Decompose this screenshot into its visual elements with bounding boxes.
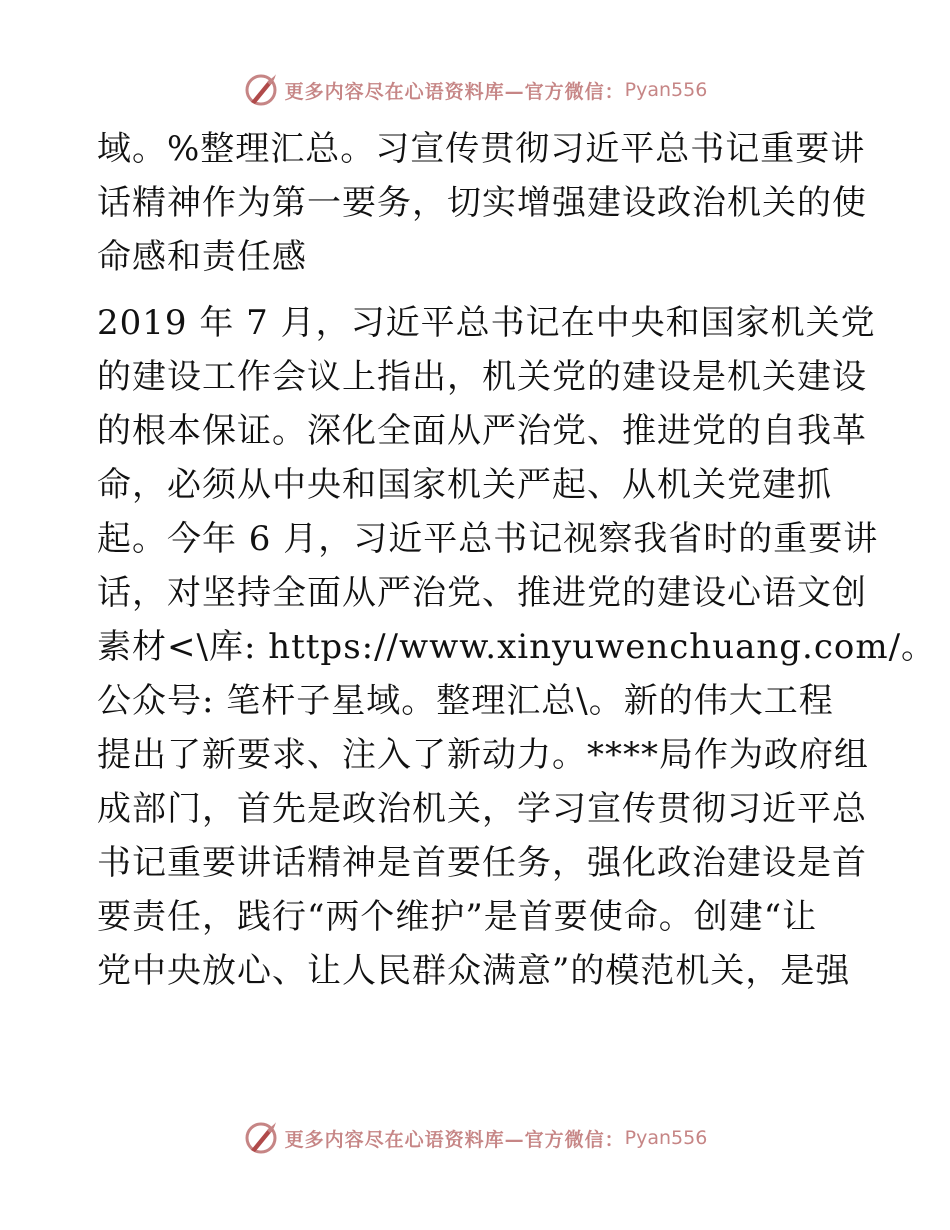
text-line: 话精神作为第一要务，切实增强建设政治机关的使 [97, 183, 867, 223]
text-line: 素材<\库: https://www.xinyuwenchuang.com/。 [97, 627, 937, 667]
header-banner-text: 更多内容尽在心语资料库—官方微信： [284, 80, 625, 103]
text-line: 公众号: 笔杆子星域。整理汇总\。新的伟大工程 [97, 681, 834, 721]
text-line: 话，对坚持全面从严治党、推进党的建设心语文创 [97, 573, 867, 613]
feather-pen-logo-icon [243, 72, 279, 108]
footer-banner-text: 更多内容尽在心语资料库—官方微信： [284, 1128, 625, 1151]
header-wechat-id: Pyan556 [624, 79, 708, 101]
text-line: 2019 年 7 月，习近平总书记在中央和国家机关党 [97, 303, 876, 343]
document-body [97, 122, 937, 998]
paragraph-1 [97, 122, 867, 284]
text-line: 的根本保证。深化全面从严治党、推进党的自我革 [97, 411, 867, 451]
footer-wechat-id: Pyan556 [624, 1127, 708, 1149]
feather-pen-logo-icon [243, 1120, 279, 1156]
text-line: 命感和责任感 [97, 237, 307, 277]
text-line: 要责任，践行“两个维护”是首要使命。创建“让 [97, 897, 818, 937]
text-line: 的建设工作会议上指出，机关党的建设是机关建设 [97, 357, 867, 397]
text-line: 起。今年 6 月，习近平总书记视察我省时的重要讲 [97, 519, 879, 559]
paragraph-2 [97, 296, 937, 998]
header-banner [0, 70, 950, 110]
text-line: 成部门，首先是政治机关，学习宣传贯彻习近平总 [97, 789, 867, 829]
text-line: 党中央放心、让人民群众满意”的模范机关，是强 [97, 951, 851, 991]
text-line: 提出了新要求、注入了新动力。****局作为政府组 [97, 735, 869, 775]
text-line: 书记重要讲话精神是首要任务，强化政治建设是首 [97, 843, 867, 883]
text-line: 命，必须从中央和国家机关严起、从机关党建抓 [97, 465, 832, 505]
text-line: 域。%整理汇总。习宣传贯彻习近平总书记重要讲 [97, 129, 866, 169]
footer-banner [0, 1118, 950, 1158]
